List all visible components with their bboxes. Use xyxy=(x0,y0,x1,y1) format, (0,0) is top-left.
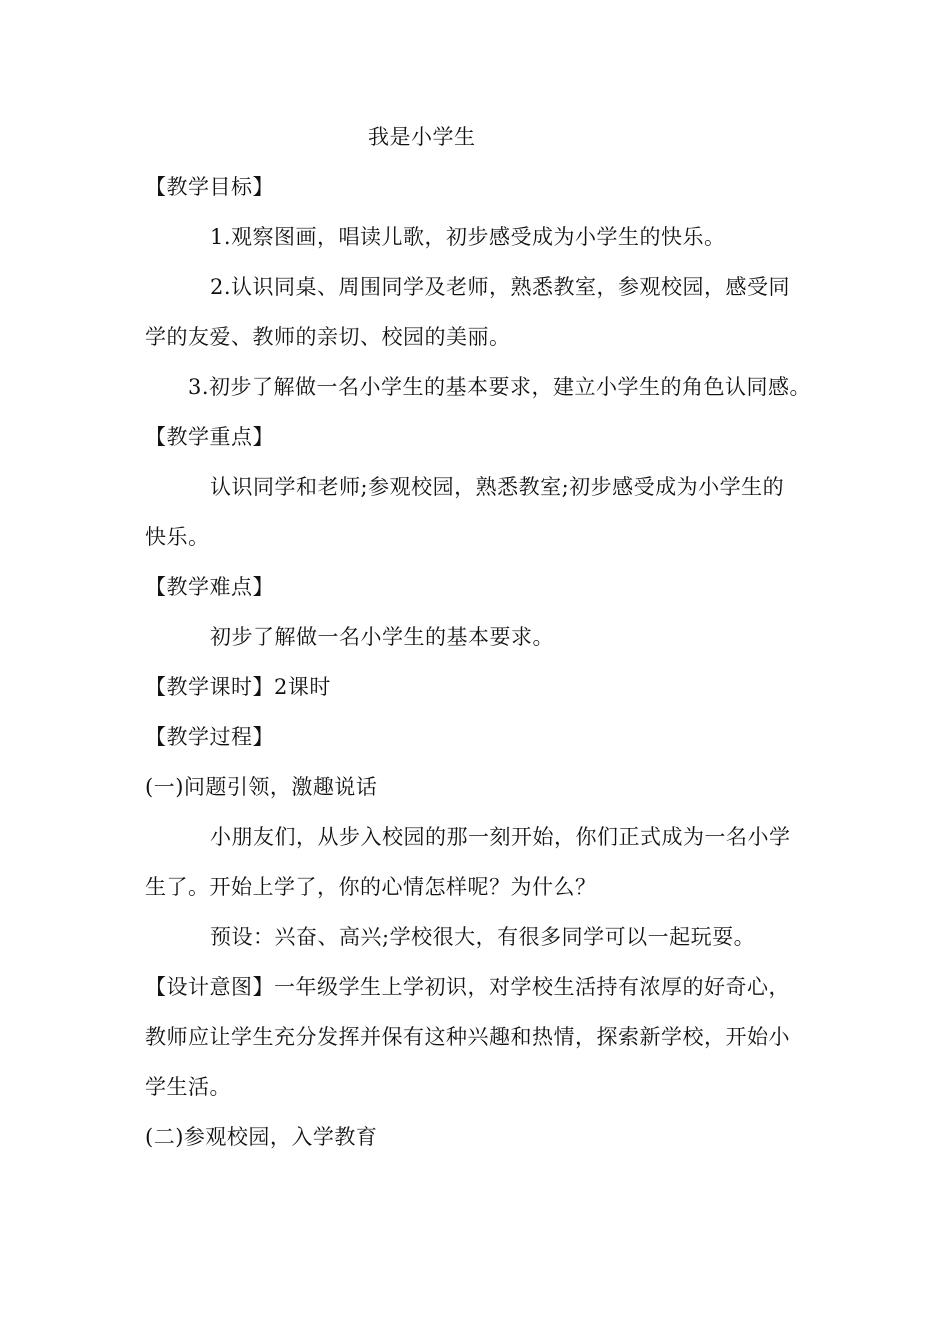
goal-3: 3.初步了解做一名小学生的基本要求，建立小学生的角色认同感。 xyxy=(188,375,812,399)
key-points-line-2: 快乐。 xyxy=(145,525,210,549)
document-title: 我是小学生 xyxy=(368,125,476,149)
difficulty-text: 初步了解做一名小学生的基本要求。 xyxy=(210,625,554,649)
periods-line: 【教学课时】2课时 xyxy=(145,675,331,699)
design-intent-line-1: 【设计意图】一年级学生上学初识，对学校生活持有浓厚的好奇心， xyxy=(145,975,790,999)
design-intent-line-2: 教师应让学生充分发挥并保有这种兴趣和热情，探索新学校，开始小 xyxy=(145,1025,790,1049)
goal-2-line-1: 2.认识同桌、周围同学及老师，熟悉教室，参观校园，感受同 xyxy=(210,275,791,299)
section-1-paragraph-line-2: 生了。开始上学了，你的心情怎样呢？为什么？ xyxy=(145,875,597,899)
goal-2-line-2: 学的友爱、教师的亲切、校园的美丽。 xyxy=(145,325,511,349)
difficulty-heading: 【教学难点】 xyxy=(145,575,274,599)
section-1-heading: (一)问题引领，激趣说话 xyxy=(145,775,378,799)
section-1-paragraph-line-1: 小朋友们，从步入校园的那一刻开始，你们正式成为一名小学 xyxy=(210,825,791,849)
key-points-heading: 【教学重点】 xyxy=(145,425,274,449)
section-2-heading: (二)参观校园，入学教育 xyxy=(145,1125,378,1149)
process-heading: 【教学过程】 xyxy=(145,725,274,749)
goals-heading: 【教学目标】 xyxy=(145,175,274,199)
preset-line: 预设：兴奋、高兴;学校很大，有很多同学可以一起玩耍。 xyxy=(210,925,756,949)
key-points-line-1: 认识同学和老师;参观校园，熟悉教室;初步感受成为小学生的 xyxy=(210,475,785,499)
goal-1: 1.观察图画，唱读儿歌，初步感受成为小学生的快乐。 xyxy=(210,225,726,249)
design-intent-line-3: 学生活。 xyxy=(145,1075,231,1099)
